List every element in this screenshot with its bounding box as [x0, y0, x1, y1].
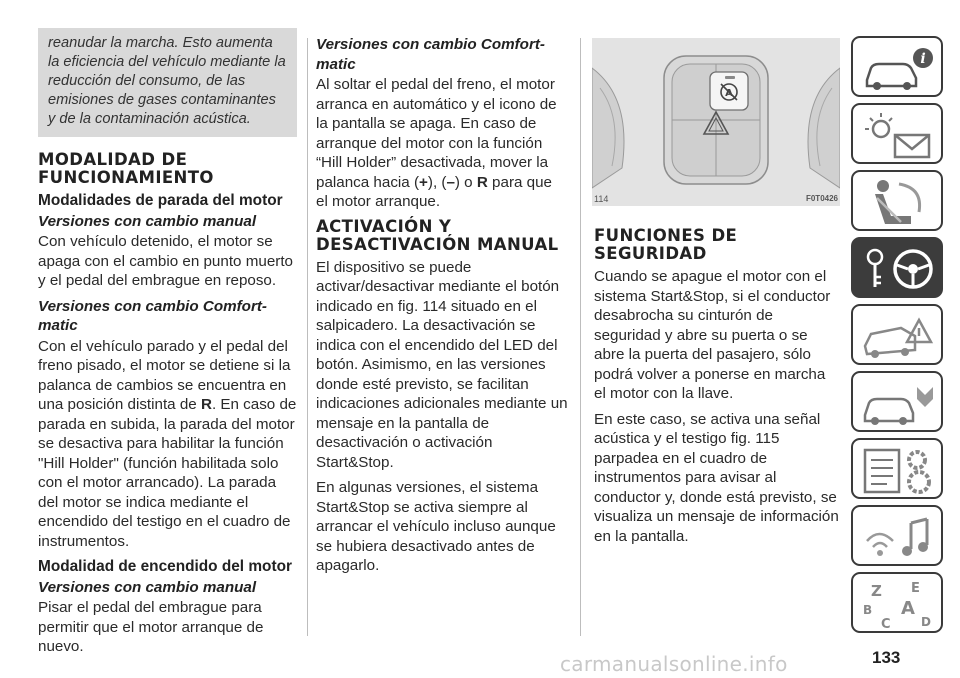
multimedia-icon — [853, 507, 945, 568]
warning-lights-icon — [853, 105, 945, 166]
index-letter-b: B — [863, 603, 873, 617]
subhead-encendido: Modalidad de encendido del motor — [38, 558, 292, 575]
para-safety-1: Cuando se apague el motor con el sistema Start&Stop, si el conductor desabrocha su cinturón de seguridad y abre su puerta o se abre la puerta del pasajero, sólo podrá volver a ponerse en marcha el motor con la llave. — [594, 268, 831, 402]
tab-multimedia[interactable] — [851, 505, 943, 566]
index-letter-c: C — [881, 617, 891, 632]
chapter-tabs — [851, 36, 947, 639]
index-letter-a: A — [901, 598, 915, 619]
alphabetical-index-icon — [853, 574, 945, 635]
plus-symbol: + — [419, 173, 428, 191]
para-comfort-start-b: ), ( — [427, 173, 447, 191]
tab-service[interactable] — [851, 371, 943, 432]
dashboard-illustration — [592, 38, 840, 206]
tab-starting-driving[interactable] — [851, 237, 943, 298]
index-letter-z: Z — [871, 582, 882, 600]
para-manual-stop: Con vehículo detenido, el motor se apaga con el cambio en punto muerto y el pedal del embrague en reposo. — [38, 233, 293, 289]
index-letter-e: E — [911, 581, 920, 596]
section-title-modalidad: MODALIDAD DE FUNCIONAMIENTO — [38, 150, 214, 187]
left-column — [38, 28, 297, 663]
italic-head-comfort-2: Versiones con cambio Comfort-matic — [316, 36, 545, 73]
section-title-seguridad: FUNCIONES DE SEGURIDAD — [594, 226, 738, 263]
gear-r-label: R — [200, 396, 212, 413]
tab-emergency[interactable] — [851, 304, 943, 365]
tab-car-info[interactable] — [851, 36, 943, 97]
para-comfort-start — [316, 75, 568, 212]
figure-code: F0T0426 — [805, 194, 838, 203]
figure-start-stop-button — [592, 38, 840, 206]
car-info-icon — [853, 38, 945, 99]
para-comfort-stop-a: Con el vehículo parado y el pedal del freno pisado, el motor se detiene si la palanca de cambios se encuentra en una posición distinta de — [38, 337, 291, 413]
svg-text:A: A — [725, 88, 733, 99]
tab-seat-airbag[interactable] — [851, 170, 943, 231]
seat-airbag-icon — [853, 172, 945, 233]
para-comfort-stop-b: . En caso de parada en subida, la parada del motor se desactiva para habilitar la función "Hill Holder" (función habilitada solo con el motor arrancado). La parada del motor se indica mediante el encendido del testigo en el cuadro de instrumentos. — [38, 396, 297, 550]
para-safety-2: En este caso, se activa una señal acústica y el testigo fig. 115 parpadea en el cuadro de instrumentos para avisar al conductor y, donde está previsto, se visualiza un mensaje de información en la pantalla. — [594, 410, 839, 545]
tab-warning-lights[interactable] — [851, 103, 943, 164]
column-divider-1 — [307, 38, 308, 636]
index-letter-d: D — [921, 615, 931, 629]
para-comfort-start-c: ) o — [454, 173, 477, 191]
para-comfort-stop — [38, 337, 297, 552]
gear-r-label-2: R — [476, 173, 488, 191]
tab-specifications[interactable] — [851, 438, 943, 499]
minus-symbol: – — [446, 173, 455, 191]
svg-text:i: i — [920, 51, 926, 67]
para-manual-start: Pisar el pedal del embrague para permitir que el motor arranque de nuevo. — [38, 599, 264, 655]
figure-caption — [594, 194, 840, 204]
column-divider-2 — [580, 38, 581, 636]
specifications-gear-icon — [853, 440, 945, 501]
para-activation: El dispositivo se puede activar/desactivar mediante el botón indicado en fig. 114 situado en el salpicadero. La desactivación se indica con el encendido del LED del botón. Asimismo, en las versiones donde esté previsto, se facilitan indicaciones adicionales mediante un mensaje en la pantalla de desactivación o activación Start&Stop. — [316, 258, 568, 471]
car-service-icon — [853, 373, 945, 434]
section-title-activacion: ACTIVACIÓN Y DESACTIVACIÓN MANUAL — [316, 216, 559, 254]
para-always-active: En algunas versiones, el sistema Start&Stop se activa siempre al arrancar el vehículo incluso aunque se hubiera desactivado antes de apagarlo. — [316, 479, 556, 574]
tip-box: reanudar la marcha. Esto aumenta la eficiencia del vehículo mediante la reducción del consumo, de las emisiones de gases contaminantes y de la contaminación acústica. — [38, 28, 297, 137]
middle-column — [316, 34, 568, 582]
page-number: 133 — [872, 648, 901, 667]
car-accident-icon — [853, 306, 945, 367]
key-steering-wheel-icon — [853, 239, 945, 300]
watermark: carmanualsonline.info — [560, 652, 788, 676]
italic-head-comfort-1: Versiones con cambio Comfort-matic — [38, 297, 267, 334]
italic-head-manual-2: Versiones con cambio manual — [38, 578, 257, 596]
figure-number: 114 — [594, 194, 609, 204]
right-column — [594, 225, 840, 552]
italic-head-manual-1: Versiones con cambio manual — [38, 212, 257, 230]
para-comfort-start-a: Al soltar el pedal del freno, el motor arranca en automático y el icono de la pantalla se apaga. En caso de arranque del motor con la función “Hill Holder” desactivada, mover la palanca hacia ( — [316, 76, 557, 191]
subhead-parada: Modalidades de parada del motor — [38, 192, 283, 209]
para-comfort-start-d: para que el motor arranque. — [316, 173, 553, 210]
tab-index[interactable] — [851, 572, 943, 633]
